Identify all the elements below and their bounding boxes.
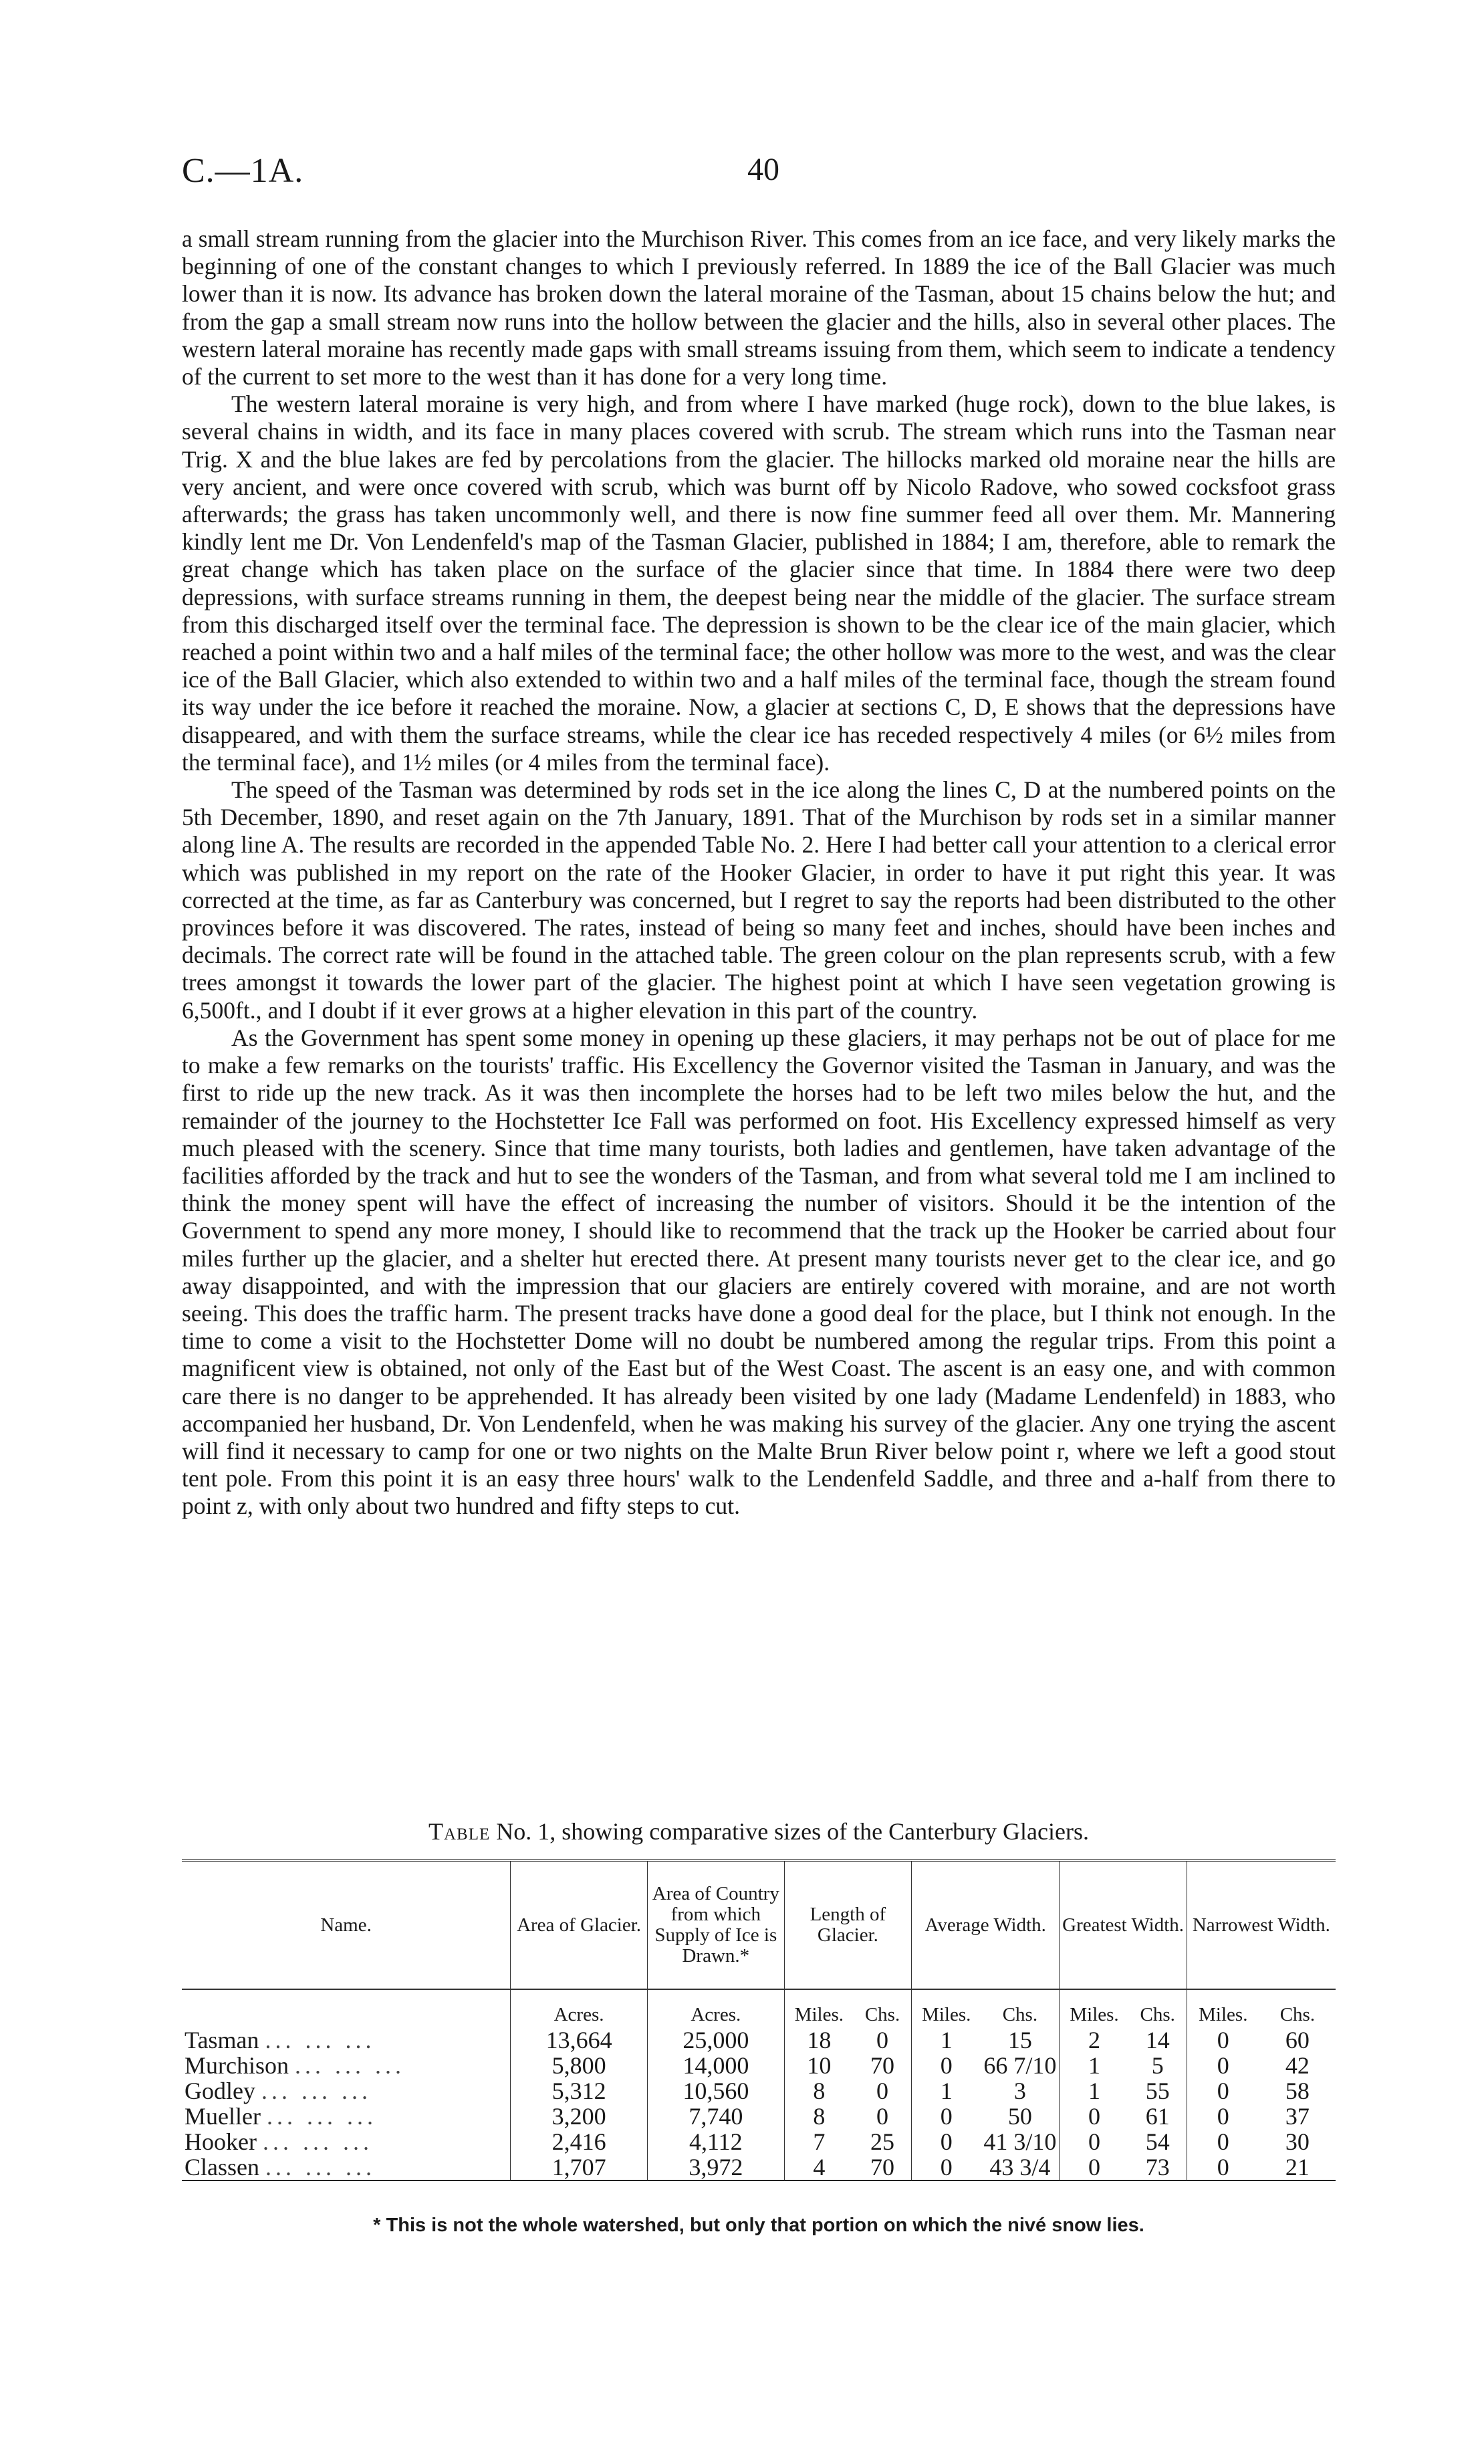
- table-row: [182, 2129, 1336, 2154]
- cell-len-ch: 0: [876, 2027, 889, 2053]
- cell-nr-ch: 58: [1285, 2078, 1310, 2104]
- cell-len-ch: 0: [876, 2078, 889, 2104]
- glacier-name-cell: [182, 2027, 511, 2053]
- cell-gr-ch: 5: [1151, 2052, 1164, 2079]
- glacier-name-cell: [182, 2053, 511, 2078]
- units-row: [182, 1989, 1336, 2027]
- cell-gr-ch: 55: [1145, 2078, 1170, 2104]
- cell-len-ch: 0: [876, 2103, 889, 2130]
- cell-avg-ch: 43 3/4: [989, 2154, 1051, 2180]
- body-text: [182, 225, 1336, 1521]
- cell-len-mi: 10: [784, 2053, 854, 2078]
- cell-area: 2,416: [511, 2129, 648, 2154]
- cell-nr-ch: 42: [1285, 2052, 1310, 2079]
- header-average-width: Average Width.: [912, 1860, 1060, 1989]
- cell-len-mi: 7: [784, 2129, 854, 2154]
- table-row: [182, 2154, 1336, 2180]
- cell-len-mi: 4: [784, 2154, 854, 2180]
- header-length: Length of Glacier.: [784, 1860, 911, 1989]
- cell-gr-mi: 2: [1060, 2027, 1129, 2053]
- leader-dots: ... ... ...: [262, 2128, 373, 2155]
- cell-avg-mi: 1: [912, 2027, 981, 2053]
- cell-avg-mi: 0: [912, 2154, 981, 2180]
- paragraph: The western lateral moraine is very high, and from where I have marked (huge rock), down to the blue lakes, is several chains in width, and its face in many places covered with scrub. The stream which runs into the Tasman near Trig. X and the blue lakes are fed by percolations from the glacier. The hillocks marked old moraine near the hills are very ancient, and were once covered with scrub, which was burnt off by Nicolo Radove, who sowed cocksfoot grass afterwards; the grass has taken uncommonly well, and there is now fine summer feed all over them. Mr. Mannering kindly lent me Dr. Von Lendenfeld's map of the Tasman Glacier, published in 1884; I am, therefore, able to remark the great change which has taken place on the surface of the glacier since that time. In 1884 there were two deep depressions, with surface streams running in them, the deepest being near the middle of the glacier. The surface stream from this discharged itself over the terminal face. The depression is shown to be the clear ice of the main glacier, which reached a point within two and a half miles of the terminal face; the other hollow was more to the west, and was the clear ice of the Ball Glacier, which also extended to within two and a half miles of the terminal face, though the stream found its way under the ice before it reached the moraine. Now, a glacier at sections C, D, E shows that the depressions have disappeared, and with them the surface streams, while the clear ice has receded respectively 4 miles (or 6½ miles from the terminal face), and 1½ miles (or 4 miles from the terminal face).: [182, 390, 1336, 776]
- header-name: Name.: [320, 1914, 372, 1936]
- glacier-name: Mueller: [184, 2103, 261, 2130]
- cell-area: 5,800: [511, 2053, 648, 2078]
- cell-nr-mi: 0: [1187, 2104, 1259, 2129]
- cell-len-mi: 8: [784, 2104, 854, 2129]
- table-body: [182, 1989, 1336, 2180]
- glacier-name-cell: [182, 2154, 511, 2180]
- cell-gr-mi: 1: [1060, 2078, 1129, 2104]
- glacier-name-cell: [182, 2104, 511, 2129]
- table-title-text: No. 1, showing comparative sizes of the Canterbury Glaciers.: [490, 1818, 1089, 1845]
- cell-avg-mi: 0: [912, 2129, 981, 2154]
- header-country-area: Area of Country from which Supply of Ice is Drawn.*: [647, 1860, 784, 1989]
- cell-avg-ch: 41 3/10: [983, 2128, 1057, 2155]
- glacier-name-cell: [182, 2078, 511, 2104]
- cell-nr-ch: 30: [1285, 2128, 1310, 2155]
- unit-acres: Acres.: [647, 1989, 784, 2027]
- cell-country: 25,000: [647, 2027, 784, 2053]
- leader-dots: ... ... ...: [265, 2154, 376, 2180]
- cell-area: 3,200: [511, 2104, 648, 2129]
- unit-miles: Miles.: [784, 1989, 854, 2027]
- leader-dots: ... ... ...: [295, 2052, 405, 2079]
- glacier-name: Godley: [184, 2078, 255, 2104]
- cell-gr-mi: 0: [1060, 2129, 1129, 2154]
- header-area: Area of Glacier.: [511, 1860, 648, 1989]
- cell-avg-ch: 50: [1007, 2103, 1032, 2130]
- unit-chains: Chs.: [1129, 1989, 1187, 2027]
- unit-miles: Miles.: [1060, 1989, 1129, 2027]
- glacier-name-cell: [182, 2129, 511, 2154]
- cell-area: 1,707: [511, 2154, 648, 2180]
- cell-len-ch: 70: [870, 2154, 895, 2180]
- cell-country: 10,560: [647, 2078, 784, 2104]
- table-footnote: * This is not the whole watershed, but only that portion on which the nivé snow lies.: [373, 2215, 1144, 2236]
- page-number: 40: [747, 152, 779, 187]
- cell-gr-mi: 0: [1060, 2154, 1129, 2180]
- cell-len-ch: 25: [870, 2128, 895, 2155]
- unit-chains: Chs.: [854, 1989, 912, 2027]
- cell-avg-ch: 66 7/10: [983, 2052, 1057, 2079]
- paragraph: The speed of the Tasman was determined by rods set in the ice along the lines C, D at the numbered points on the 5th December, 1890, and reset again on the 7th January, 1891. That of the Murchison by rods set in a similar manner along line A. The results are recorded in the appended Table No. 2. Here I had better call your attention to a clerical error which was published in my report on the rate of the Hooker Glacier, in order to have it put right this year. It was corrected at the time, as far as Canterbury was concerned, but I regret to say the reports had been distributed to the other provinces before it was discovered. The rates, instead of being so many feet and inches, should have been inches and decimals. The correct rate will be found in the attached table. The green colour on the plan represents scrub, with a few trees amongst it towards the lower part of the glacier. The highest point at which I have seen vegetation growing is 6,500ft., and I doubt if it ever grows at a higher elevation in this part of the country.: [182, 776, 1336, 1024]
- cell-nr-mi: 0: [1187, 2027, 1259, 2053]
- cell-avg-mi: 0: [912, 2053, 981, 2078]
- cell-country: 7,740: [647, 2104, 784, 2129]
- glacier-size-table: [182, 1859, 1336, 2181]
- cell-nr-mi: 0: [1187, 2154, 1259, 2180]
- document-reference: C.—1A.: [182, 152, 304, 190]
- cell-nr-mi: 0: [1187, 2053, 1259, 2078]
- glacier-name: Tasman: [184, 2027, 259, 2053]
- cell-avg-ch: 3: [1013, 2078, 1026, 2104]
- leader-dots: ... ... ...: [261, 2078, 372, 2104]
- cell-area: 5,312: [511, 2078, 648, 2104]
- cell-nr-mi: 0: [1187, 2129, 1259, 2154]
- cell-len-mi: 18: [784, 2027, 854, 2053]
- table-row: [182, 2078, 1336, 2104]
- leader-dots: ... ... ...: [266, 2103, 377, 2130]
- glacier-name: Classen: [184, 2154, 259, 2180]
- cell-len-ch: 70: [870, 2052, 895, 2079]
- table-row: [182, 2053, 1336, 2078]
- cell-gr-ch: 14: [1145, 2027, 1170, 2053]
- cell-nr-ch: 37: [1285, 2103, 1310, 2130]
- table-row: [182, 2104, 1336, 2129]
- table-title: [182, 1817, 1336, 1845]
- cell-country: 3,972: [647, 2154, 784, 2180]
- unit-chains: Chs.: [1259, 1989, 1336, 2027]
- unit-miles: Miles.: [1187, 1989, 1259, 2027]
- cell-nr-mi: 0: [1187, 2078, 1259, 2104]
- cell-avg-mi: 0: [912, 2104, 981, 2129]
- glacier-name: Hooker: [184, 2128, 257, 2155]
- unit-acres: Acres.: [511, 1989, 648, 2027]
- cell-nr-ch: 21: [1285, 2154, 1310, 2180]
- unit-miles: Miles.: [912, 1989, 981, 2027]
- cell-gr-mi: 1: [1060, 2053, 1129, 2078]
- header-narrowest-width: Narrowest Width.: [1187, 1860, 1336, 1989]
- cell-area: 13,664: [511, 2027, 648, 2053]
- glacier-name: Murchison: [184, 2052, 289, 2079]
- cell-country: 14,000: [647, 2053, 784, 2078]
- cell-nr-ch: 60: [1285, 2027, 1310, 2053]
- table-row: [182, 2027, 1336, 2053]
- unit-chains: Chs.: [981, 1989, 1060, 2027]
- cell-gr-ch: 73: [1145, 2154, 1170, 2180]
- cell-gr-mi: 0: [1060, 2104, 1129, 2129]
- paragraph: As the Government has spent some money in opening up these glaciers, it may perhaps not be out of place for me to make a few remarks on the tourists' traffic. His Excellency the Governor visited the Tasman in January, and was the first to ride up the new track. As it was then incomplete the horses had to be left two miles below the hut, and the remainder of the journey to the Hochstetter Ice Fall was performed on foot. His Excellency expressed himself as very much pleased with the scenery. Since that time many tourists, both ladies and gentlemen, have taken advantage of the facilities afforded by the track and hut to see the wonders of the Tasman, and from what several told me I am inclined to think the money spent will have the effect of increasing the number of visitors. Should it be the intention of the Government to spend any more money, I should like to recommend that the track up the Hooker be carried about four miles further up the glacier, and a shelter hut erected there. At present many tourists never get to the clear ice, and go away disappointed, and with the impression that our glaciers are entirely covered with moraine, and are not worth seeing. This does the traffic harm. The present tracks have done a good deal for the place, but I think not enough. In the time to come a visit to the Hochstetter Dome will no doubt be numbered among the regular trips. From this point a magnificent view is obtained, not only of the East but of the West Coast. The ascent is an easy one, and with common care there is no danger to be apprehended. It has already been visited by one lady (Madame Lendenfeld) in 1883, who accompanied her husband, Dr. Von Lendenfeld, when he was making his survey of the glacier. Any one trying the ascent will find it necessary to camp for one or two nights on the Malte Brun River below point r, where we left a good stout tent pole. From this point it is an easy three hours' walk to the Lendenfeld Saddle, and three and a-half from there to point z, with only about two hundred and fifty steps to cut.: [182, 1024, 1336, 1520]
- cell-gr-ch: 54: [1145, 2128, 1170, 2155]
- header-greatest-width: Greatest Width.: [1060, 1860, 1187, 1989]
- cell-avg-mi: 1: [912, 2078, 981, 2104]
- cell-avg-ch: 15: [1007, 2027, 1032, 2053]
- cell-country: 4,112: [647, 2129, 784, 2154]
- cell-len-mi: 8: [784, 2078, 854, 2104]
- table-title-label: Table: [428, 1818, 491, 1845]
- cell-gr-ch: 61: [1145, 2103, 1170, 2130]
- paragraph: a small stream running from the glacier into the Murchison River. This comes from an ice face, and very likely marks the beginning of one of the constant changes to which I previously referred. In 1889 the ice of the Ball Glacier was much lower than it is now. Its advance has broken down the lateral moraine of the Tasman, about 15 chains below the hut; and from the gap a small stream now runs into the hollow between the glacier and the hills, also in several other places. The western lateral moraine has recently made gaps with small streams issuing from them, which seem to indicate a tendency of the current to set more to the west than it has done for a very long time.: [182, 225, 1336, 390]
- units-name-cell: [182, 1989, 511, 2027]
- leader-dots: ... ... ...: [265, 2027, 376, 2053]
- table-header-row: [182, 1860, 1336, 1989]
